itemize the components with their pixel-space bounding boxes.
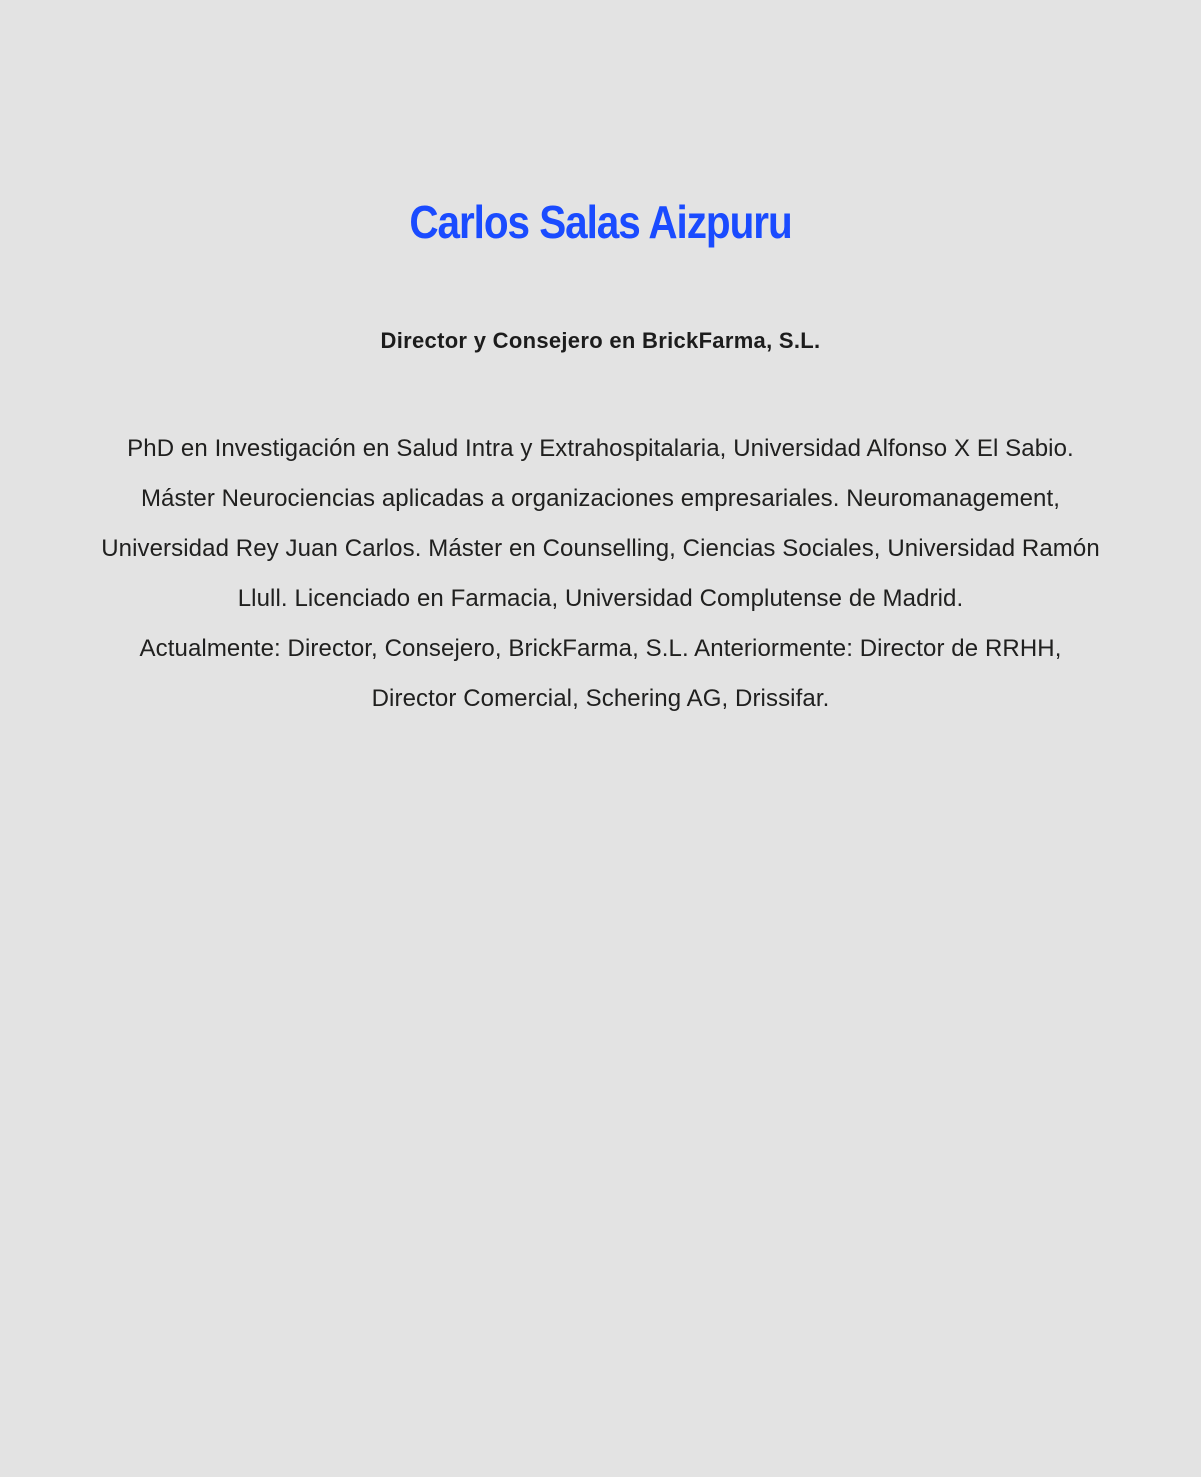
profile-role: Director y Consejero en BrickFarma, S.L. xyxy=(380,328,821,353)
profile-bio-paragraph: PhD en Investigación en Salud Intra y Extrahospitalaria, Universidad Alfonso X El Sabio. Máster Neurociencias aplicadas a organizaciones empresariales. Neuromanagement, Universidad Rey Juan Carlos. Máster en Counselling, Ciencias Sociales, Universidad Ramón Llull. Licenciado en Farmacia, Universidad Complutense de Madrid. xyxy=(101,435,1100,612)
profile-bio xyxy=(100,424,1101,724)
page-title: Carlos Salas Aizpuru xyxy=(409,196,792,248)
profile-bio-paragraph: Actualmente: Director, Consejero, BrickFarma, S.L. Anteriormente: Director de RRHH, Director Comercial, Schering AG, Drissifar. xyxy=(139,635,1062,712)
